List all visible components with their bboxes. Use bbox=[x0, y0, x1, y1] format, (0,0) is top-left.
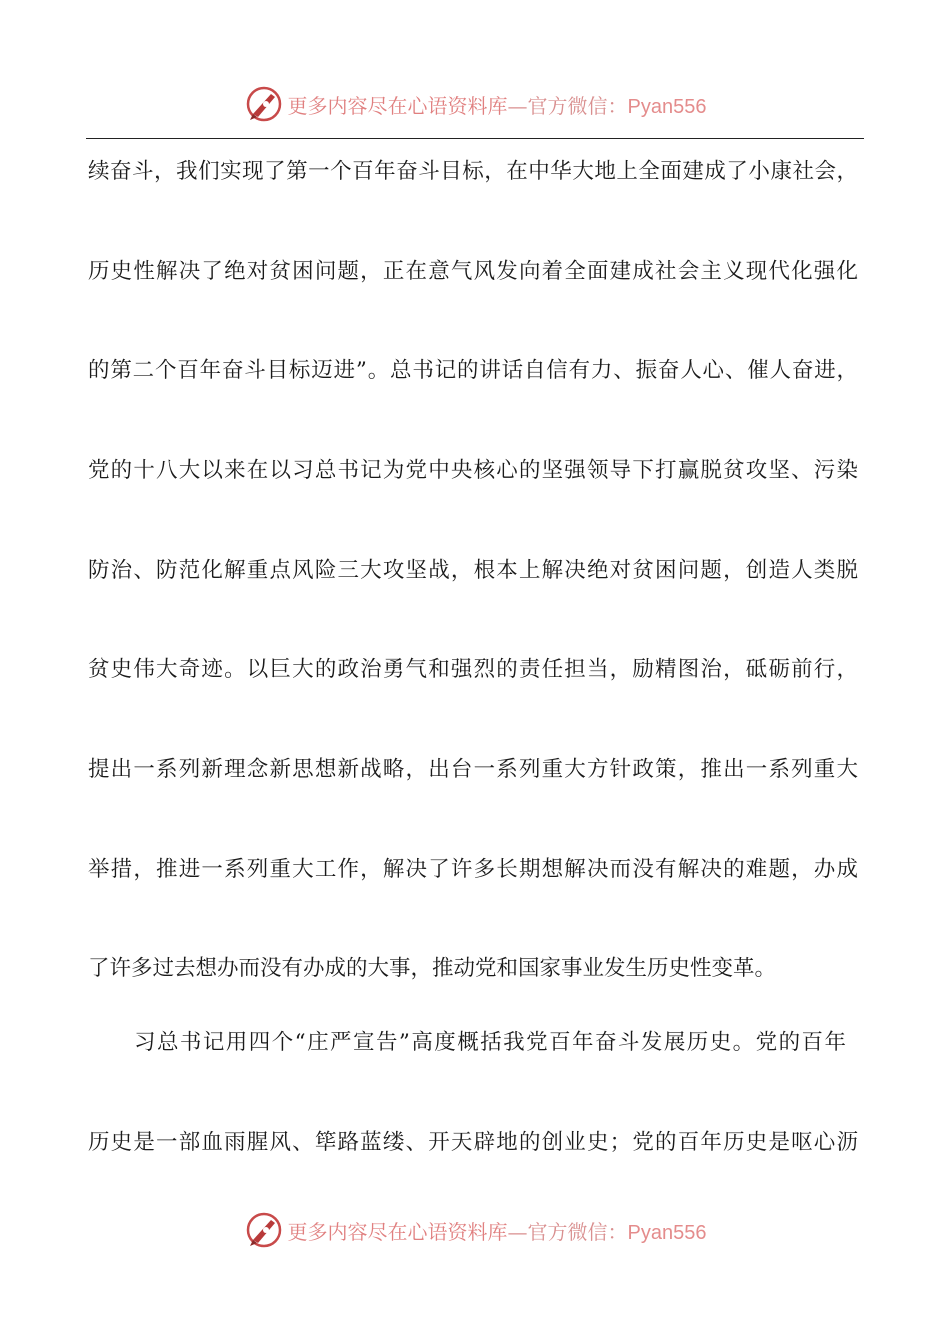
paragraph-start-line: 习总书记用四个“庄严宣告”高度概括我党百年奋斗发展历史。党的百年 bbox=[134, 1030, 846, 1055]
body-line: 党的十八大以来在以习总书记为党中央核心的坚强领导下打赢脱贫攻坚、污染 bbox=[88, 458, 858, 483]
header-site-name: 更多内容尽在心语资料库 bbox=[287, 93, 508, 118]
footer-wechat-id: Pyan556 bbox=[627, 1221, 707, 1244]
footer-dash: — bbox=[507, 1219, 528, 1244]
footer-wechat-label: 官方微信： bbox=[527, 1219, 628, 1244]
header-wechat-label: 官方微信： bbox=[527, 93, 628, 118]
footer-site-name: 更多内容尽在心语资料库 bbox=[287, 1219, 508, 1244]
pen-logo-icon bbox=[244, 1210, 284, 1250]
body-line: 贫史伟大奇迹。以巨大的政治勇气和强烈的责任担当，励精图治，砥砺前行， bbox=[88, 657, 858, 682]
header-banner-text bbox=[288, 90, 707, 119]
header-divider bbox=[86, 138, 864, 139]
body-line: 提出一系列新理念新思想新战略，出台一系列重大方针政策，推出一系列重大 bbox=[88, 757, 858, 782]
body-line: 防治、防范化解重点风险三大攻坚战，根本上解决绝对贫困问题，创造人类脱 bbox=[88, 558, 858, 583]
header-dash: — bbox=[507, 93, 528, 118]
body-line: 历史是一部血雨腥风、筚路蓝缕、开天辟地的创业史；党的百年历史是呕心沥 bbox=[88, 1130, 858, 1155]
pen-logo-icon bbox=[244, 84, 284, 124]
body-line: 了许多过去想办而没有办成的大事，推动党和国家事业发生历史性变革。 bbox=[88, 956, 777, 981]
body-line: 举措，推进一系列重大工作，解决了许多长期想解决而没有解决的难题，办成 bbox=[88, 857, 858, 882]
body-line: 续奋斗，我们实现了第一个百年奋斗目标，在中华大地上全面建成了小康社会， bbox=[88, 159, 858, 184]
footer-banner-text bbox=[288, 1216, 707, 1245]
header-banner bbox=[0, 82, 950, 126]
body-line: 历史性解决了绝对贫困问题，正在意气风发向着全面建成社会主义现代化强化 bbox=[88, 259, 858, 284]
header-wechat-id: Pyan556 bbox=[627, 95, 707, 118]
footer-banner bbox=[0, 1208, 950, 1252]
body-line: 的第二个百年奋斗目标迈进”。总书记的讲话自信有力、振奋人心、催人奋进， bbox=[88, 358, 858, 383]
